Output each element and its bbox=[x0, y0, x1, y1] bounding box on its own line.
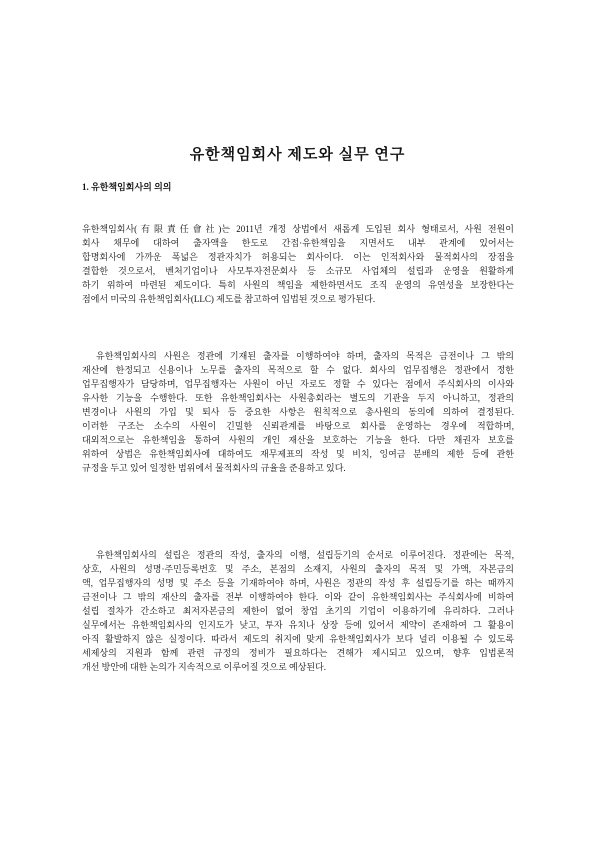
paragraph-line: 업무집행자가 담당하며, 업무집행자는 사원이 아닌 자로도 정할 수 있다는 점에서 주식회사의 이사와 bbox=[82, 379, 514, 389]
paragraph-2 bbox=[82, 349, 514, 475]
paragraph-line: 설립 절차가 간소하고 최저자본금의 제한이 없어 창업 초기의 기업이 이용하기에 유리하다. 그러나 bbox=[82, 606, 514, 616]
paragraph-line: 아직 활발하지 않은 실정이다. 따라서 제도의 취지에 맞게 유한책임회사가 보다 널리 이용될 수 있도록 bbox=[82, 634, 514, 644]
paragraph-line: 결합한 것으로서, 벤처기업이나 사모투자전문회사 등 소규모 사업체의 설립과 운영을 원활하게 bbox=[82, 266, 514, 276]
paragraph-line: 실무에서는 유한책임회사의 인지도가 낮고, 투자 유치나 상장 등에 있어서 제약이 존재하여 그 활용이 bbox=[82, 620, 514, 630]
paragraph-line: 규정을 두고 있어 일정한 범위에서 물적회사의 규율을 준용하고 있다. bbox=[82, 463, 346, 473]
paragraph-line: 상호, 사원의 성명·주민등록번호 및 주소, 본점의 소재지, 사원의 출자의 목적 및 가액, 자본금의 bbox=[82, 564, 514, 574]
paragraph-line: 유한책임회사(有限責任會社)는 2011년 개정 상법에서 새롭게 도입된 회사 형태로서, 사원 전원이 bbox=[82, 224, 514, 234]
paragraph-line: 하기 위하여 마련된 제도이다. 특히 사원의 책임을 제한하면서도 조직 운영의 유연성을 보장한다는 bbox=[82, 280, 514, 290]
paragraph-line: 세제상의 지원과 함께 관련 규정의 정비가 필요하다는 견해가 제시되고 있으며, 향후 입법론적 bbox=[82, 648, 514, 658]
paragraph-line: 유한책임회사의 사원은 정관에 기재된 출자를 이행하여야 하며, 출자의 목적은 금전이나 그 밖의 bbox=[96, 351, 514, 361]
paragraph-line: 회사 채무에 대하여 출자액을 한도로 간접·유한책임을 지면서도 내부 관계에 있어서는 bbox=[82, 238, 514, 248]
paragraph-line: 액, 업무집행자의 성명 및 주소 등을 기재하여야 하며, 사원은 정관의 작성 후 설립등기를 하는 때까지 bbox=[82, 578, 514, 588]
paragraph-line: 개선 방안에 대한 논의가 지속적으로 이루어질 것으로 예상된다. bbox=[82, 662, 327, 672]
document-title: 유한책임회사 제도와 실무 연구 bbox=[189, 147, 406, 163]
section-heading: 1. 유한책임회사의 의의 bbox=[82, 182, 172, 192]
paragraph-line: 합명회사에 가까운 폭넓은 정관자치가 허용되는 회사이다. 이는 인적회사와 물적회사의 장점을 bbox=[82, 252, 514, 262]
paragraph-line: 점에서 미국의 유한책임회사(LLC) 제도를 참고하여 입법된 것으로 평가된다. bbox=[82, 294, 376, 304]
paragraph-3 bbox=[82, 548, 514, 674]
paragraph-line: 유한책임회사의 설립은 정관의 작성, 출자의 이행, 설립등기의 순서로 이루어진다. 정관에는 목적, bbox=[96, 550, 514, 560]
paragraph-line: 유사한 기능을 수행한다. 또한 유한책임회사는 사원총회라는 별도의 기관을 두지 아니하고, 정관의 bbox=[82, 393, 514, 403]
paragraph-line: 이러한 구조는 소수의 사원이 긴밀한 신뢰관계를 바탕으로 회사를 운영하는 경우에 적합하며, bbox=[82, 421, 514, 431]
paragraph-line: 대외적으로는 유한책임을 통하여 사원의 개인 재산을 보호하는 기능을 한다. 다만 채권자 보호를 bbox=[82, 435, 514, 445]
paragraph-line: 위하여 상법은 유한책임회사에 대하여도 재무제표의 작성 및 비치, 잉여금 분배의 제한 등에 관한 bbox=[82, 449, 514, 459]
paragraph-line: 재산에 한정되고 신용이나 노무를 출자의 목적으로 할 수 없다. 회사의 업무집행은 정관에서 정한 bbox=[82, 365, 514, 375]
paragraph-1 bbox=[82, 222, 514, 306]
paragraph-line: 변경이나 사원의 가입 및 퇴사 등 중요한 사항은 원칙적으로 총사원의 동의에 의하여 결정된다. bbox=[82, 407, 514, 417]
paragraph-line: 금전이나 그 밖의 재산의 출자를 전부 이행하여야 한다. 이와 같이 유한책임회사는 주식회사에 비하여 bbox=[82, 592, 514, 602]
